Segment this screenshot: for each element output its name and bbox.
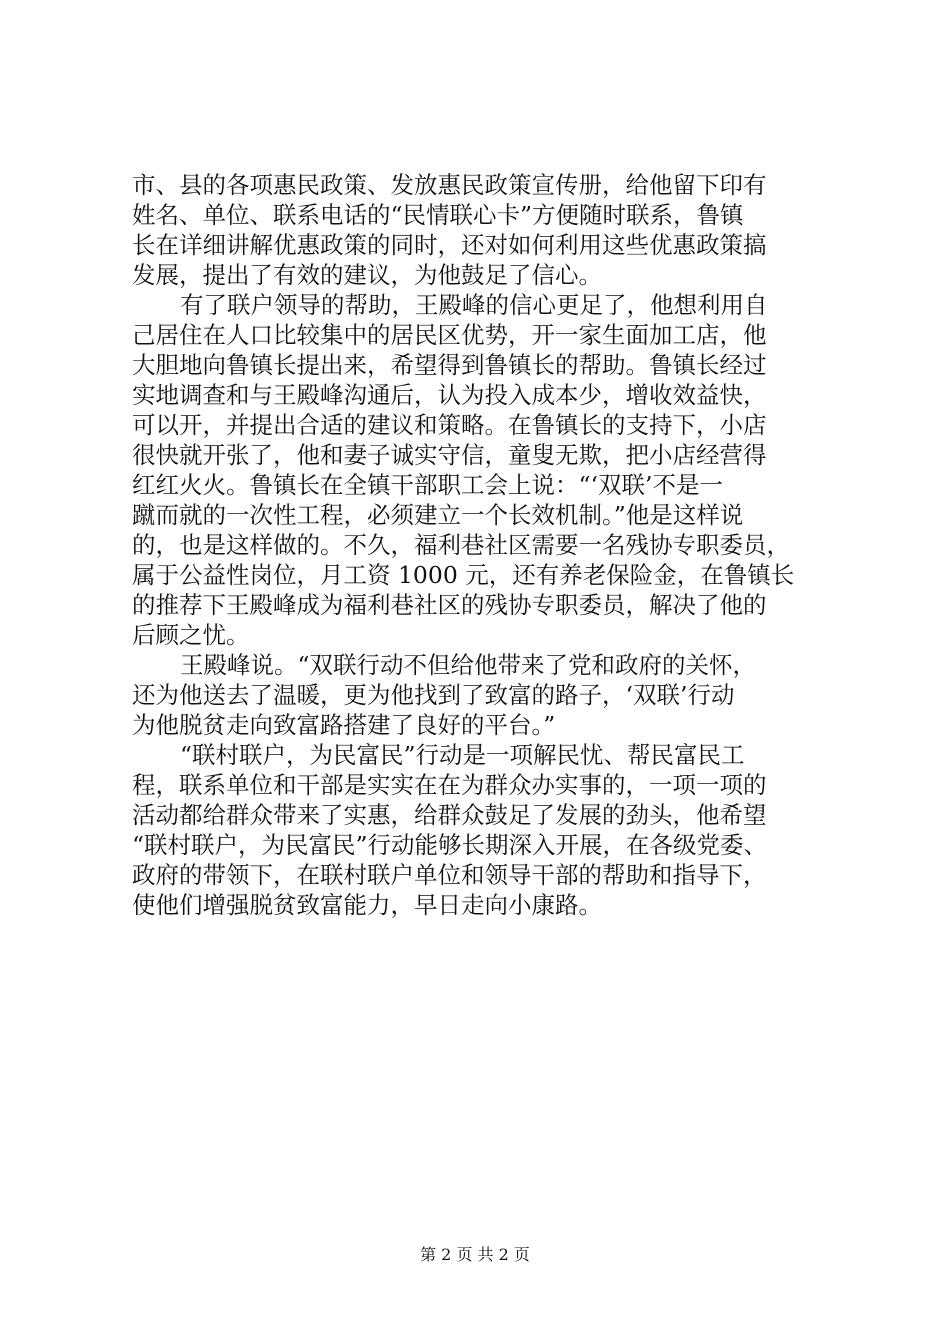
text-line: 使他们增强脱贫致富能力，早日走向小康路。 xyxy=(132,891,602,919)
text-line: 程，联系单位和干部是实实在在为群众办实事的，一项一项的 xyxy=(132,771,767,799)
text-line: 后顾之忧。 xyxy=(132,621,250,649)
text-line: 市、县的各项惠民政策、发放惠民政策宣传册，给他留下印有 xyxy=(132,171,767,199)
text-line: 己居住在人口比较集中的居民区优势，开一家生面加工店，他 xyxy=(132,321,767,349)
text-line: 长在详细讲解优惠政策的同时，还对如何利用这些优惠政策搞 xyxy=(132,231,767,259)
text-line: 政府的带领下，在联村联户单位和领导干部的帮助和指导下， xyxy=(132,861,767,889)
text-line: 的，也是这样做的。不久，福利巷社区需要一名残协专职委员， xyxy=(132,531,790,559)
text-line: 为他脱贫走向致富路搭建了良好的平台。” xyxy=(132,711,556,739)
text-line: 姓名、单位、联系电话的“民情联心卡”方便随时联系，鲁镇 xyxy=(132,201,744,229)
text-line: 属于公益性岗位，月工资 1000 元，还有养老保险金，在鲁镇长 xyxy=(132,561,795,589)
text-line: 还为他送去了温暖，更为他找到了致富的路子，‘双联’行动 xyxy=(132,681,735,709)
text-line: 活动都给群众带来了实惠，给群众鼓足了发展的劲头，他希望 xyxy=(132,801,767,829)
paragraph-first-line: 王殿峰说。“双联行动不但给他带来了党和政府的关怀， xyxy=(180,651,757,679)
text-line: 的推荐下王殿峰成为福利巷社区的残协专职委员，解决了他的 xyxy=(132,591,767,619)
paragraph-first-line: “联村联户，为民富民”行动是一项解民忧、帮民富民工 xyxy=(180,741,745,769)
text-line: 红红火火。鲁镇长在全镇干部职工会上说：“‘双联’不是一 xyxy=(132,471,723,499)
paragraph-first-line: 有了联户领导的帮助，王殿峰的信心更足了，他想利用自 xyxy=(180,291,768,319)
text-line: 蹴而就的一次性工程，必须建立一个长效机制。”他是这样说 xyxy=(132,501,744,529)
text-line: 实地调查和与王殿峰沟通后，认为投入成本少，增收效益快， xyxy=(132,381,767,409)
text-line: 可以开，并提出合适的建议和策略。在鲁镇长的支持下，小店 xyxy=(132,411,767,439)
text-line: 大胆地向鲁镇长提出来，希望得到鲁镇长的帮助。鲁镇长经过 xyxy=(132,351,767,379)
text-line: “联村联户，为民富民”行动能够长期深入开展，在各级党委、 xyxy=(132,831,768,859)
page-footer: 第 2 页 共 2 页 xyxy=(420,1245,530,1264)
text-line: 发展，提出了有效的建议，为他鼓足了信心。 xyxy=(132,261,602,289)
text-line: 很快就开张了，他和妻子诚实守信，童叟无欺，把小店经营得 xyxy=(132,441,767,469)
